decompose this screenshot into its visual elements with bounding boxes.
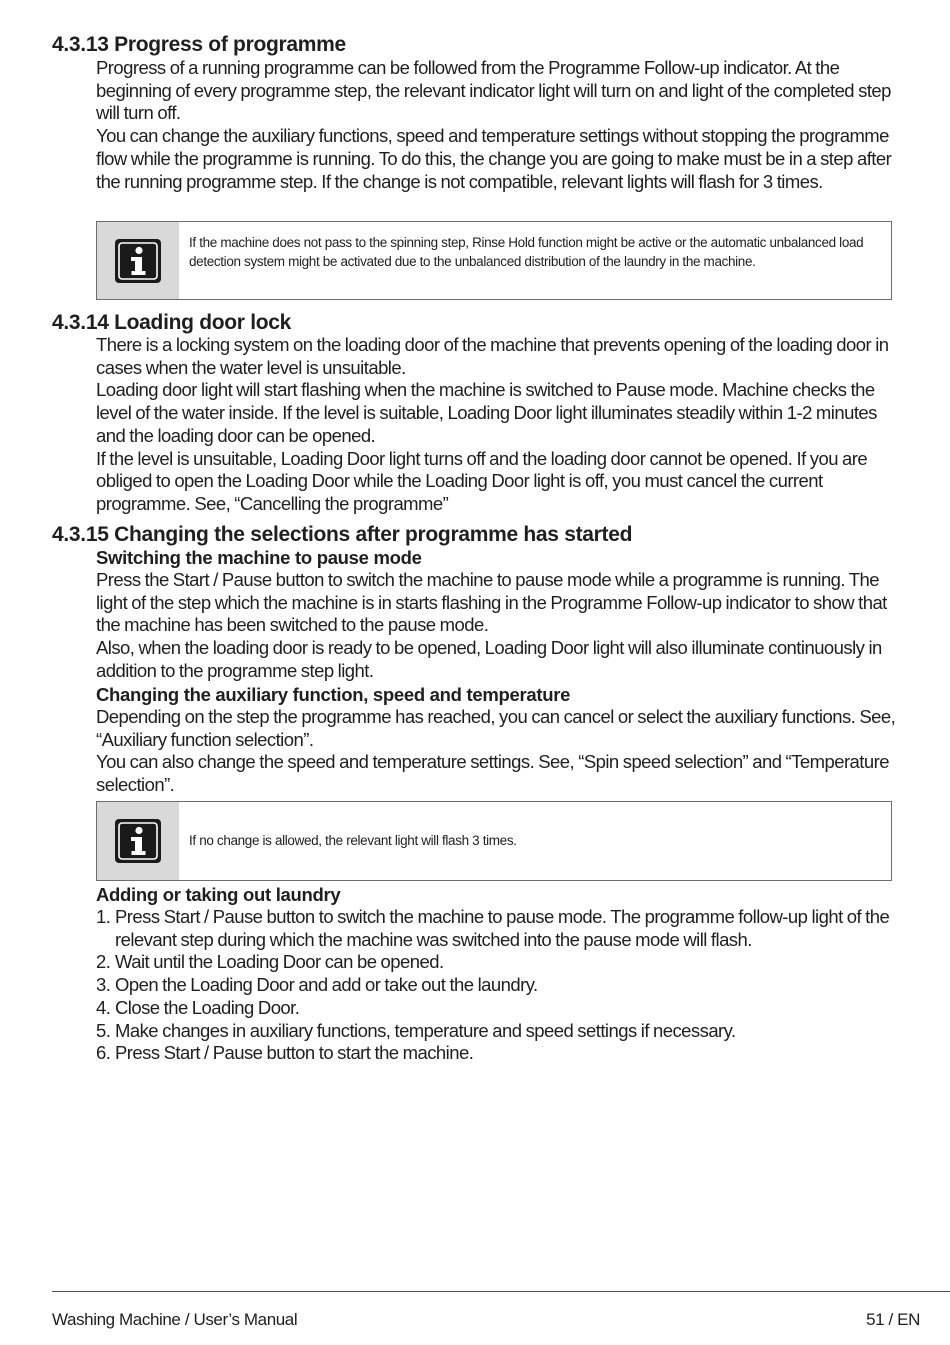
list-item-text: Close the Loading Door.: [115, 996, 300, 1018]
info-note: [96, 221, 892, 300]
list-item-number: 1.: [96, 906, 111, 927]
list-item-number: 2.: [96, 951, 111, 973]
footer-document-title: Washing Machine / User’s Manual: [52, 1310, 298, 1329]
list-item-number: 5.: [96, 1019, 111, 1041]
footer-divider: [52, 1291, 950, 1292]
list-item-text: Press Start / Pause button to switch the machine to pause mode. The programme follow-up light of the relevant step during which the machine was switched into the pause mode will flash.: [115, 906, 890, 950]
list-item: [96, 997, 896, 1020]
paragraph: Press the Start / Pause button to switch the machine to pause mode while a programme is running. The light of the step which the machine is in starts flashing in the Programme Follow-up indicator to show that the machine has been switched to the pause mode.: [96, 569, 887, 636]
section-heading-door-lock: 4.3.14 Loading door lock: [52, 311, 292, 334]
paragraph: Depending on the step the programme has reached, you can cancel or select the auxiliary functions. See, “Auxiliary function selection”.: [96, 706, 896, 750]
list-item: [96, 906, 896, 951]
footer-page-number: 51 / EN: [866, 1310, 920, 1329]
paragraph: If the level is unsuitable, Loading Door light turns off and the loading door cannot be opened. If you are obliged to open the Loading Door while the Loading Door light is off, you must cancel the current programme. See, “Cancelling the programme”: [96, 447, 868, 514]
info-note-text: If no change is allowed, the relevant light will flash 3 times.: [189, 833, 517, 848]
info-note-icon-cell: [97, 802, 179, 880]
subheading-pause-mode: Switching the machine to pause mode: [96, 547, 422, 568]
list-item-text: Wait until the Loading Door can be opened.: [115, 951, 444, 973]
list-item: [96, 974, 896, 997]
section-body-progress: [96, 57, 896, 193]
list-item: [96, 951, 896, 974]
list-item: [96, 1042, 896, 1065]
list-item-number: 3.: [96, 974, 111, 996]
subheading-adding-laundry: Adding or taking out laundry: [96, 884, 341, 905]
body-changing-functions: [96, 706, 896, 797]
paragraph: You can also change the speed and temperature settings. See, “Spin speed selection” and “Temperature selection”.: [96, 751, 889, 796]
list-item-number: 6.: [96, 1042, 111, 1064]
paragraph: Loading door light will start flashing when the machine is switched to Pause mode. Machine checks the level of the water inside. If the level is suitable, Loading Door light illuminates steadily within 1-2 minutes and the loading door can be opened.: [96, 379, 877, 446]
info-icon: [114, 238, 162, 284]
paragraph: There is a locking system on the loading door of the machine that prevents opening of the loading door in cases when the water level is unsuitable.: [96, 334, 889, 378]
list-item: [96, 1020, 896, 1043]
info-note-icon-cell: [97, 222, 179, 299]
body-pause-mode: [96, 569, 896, 683]
section-body-door-lock: [96, 334, 896, 516]
info-icon: [114, 818, 162, 864]
section-heading-progress: 4.3.13 Progress of programme: [52, 33, 346, 56]
paragraph: Progress of a running programme can be followed from the Programme Follow-up indicator. At the beginning of every programme step, the relevant indicator light will turn on and light of the completed step will turn off.: [96, 57, 891, 124]
info-note: [96, 801, 892, 881]
subheading-changing-functions: Changing the auxiliary function, speed and temperature: [96, 684, 571, 705]
info-note-text: If the machine does not pass to the spinning step, Rinse Hold function might be active or the automatic unbalanced load detection system might be activated due to the unbalanced distribution of the laundry in the machine.: [189, 235, 864, 269]
paragraph: You can change the auxiliary functions, speed and temperature settings without stopping the programme flow while the programme is running. To do this, the change you are going to make must be in a step after the running programme step. If the change is not compatible, relevant lights will flash for 3 times.: [96, 125, 892, 192]
section-heading-changing-selections: 4.3.15 Changing the selections after programme has started: [52, 523, 633, 546]
list-item-text: Press Start / Pause button to start the machine.: [115, 1042, 474, 1064]
paragraph: Also, when the loading door is ready to be opened, Loading Door light will also illuminate continuously in addition to the programme step light.: [96, 637, 882, 681]
list-item-text: Make changes in auxiliary functions, temperature and speed settings if necessary.: [115, 1019, 736, 1041]
list-item-number: 4.: [96, 996, 111, 1018]
list-item-text: Open the Loading Door and add or take out the laundry.: [115, 974, 538, 996]
laundry-steps-list: [96, 906, 896, 1065]
